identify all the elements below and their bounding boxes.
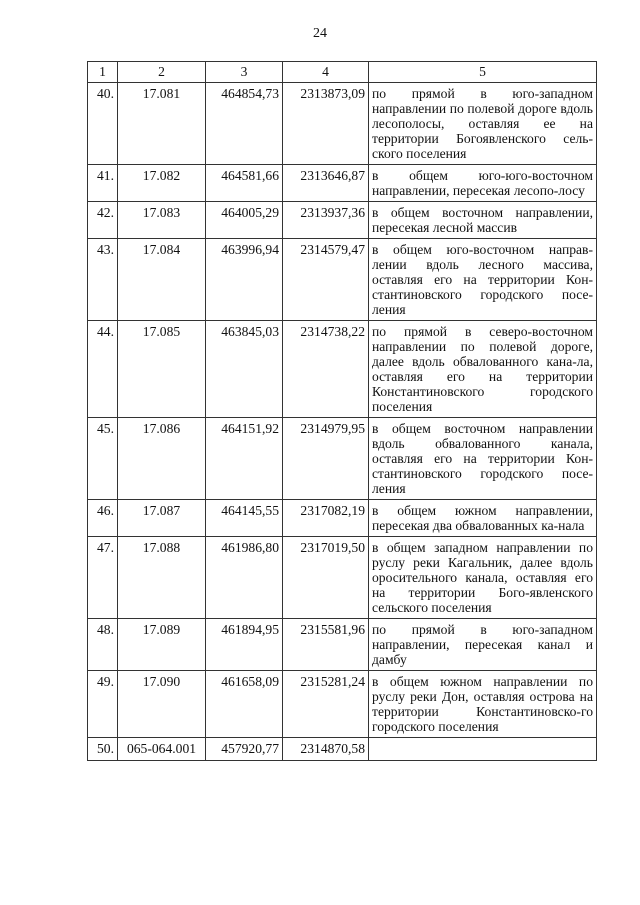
point-number-cell: 47. bbox=[88, 537, 118, 619]
point-code-cell: 17.082 bbox=[118, 165, 206, 202]
header-row bbox=[88, 62, 597, 83]
y-coordinate-cell: 2314579,47 bbox=[283, 239, 369, 321]
table-row bbox=[88, 500, 597, 537]
y-coordinate-cell: 2314738,22 bbox=[283, 321, 369, 418]
description-cell: в общем западном направлении по руслу реки Кагальник, далее вдоль оросительного канала, оставляя его на территории Бого-явленского сельского поселения bbox=[369, 537, 597, 619]
point-number-cell: 46. bbox=[88, 500, 118, 537]
header-col-4: 4 bbox=[283, 62, 369, 83]
point-code-cell: 17.085 bbox=[118, 321, 206, 418]
point-code-cell: 17.084 bbox=[118, 239, 206, 321]
x-coordinate-cell: 464854,73 bbox=[206, 83, 283, 165]
table-row bbox=[88, 418, 597, 500]
table-row bbox=[88, 202, 597, 239]
description-cell bbox=[369, 738, 597, 761]
description-cell: по прямой в юго-западном направлении, пересекая канал и дамбу bbox=[369, 619, 597, 671]
x-coordinate-cell: 464145,55 bbox=[206, 500, 283, 537]
description-cell: по прямой в юго-западном направлении по полевой дороге вдоль лесополосы, оставляя ее на территории Богоявленского сель-ского поселения bbox=[369, 83, 597, 165]
description-cell: по прямой в северо-восточном направлении по полевой дороге, далее вдоль обвалованного кана-ла, оставляя его на территории Константиновского городского поселения bbox=[369, 321, 597, 418]
x-coordinate-cell: 461894,95 bbox=[206, 619, 283, 671]
point-number-cell: 48. bbox=[88, 619, 118, 671]
x-coordinate-cell: 464005,29 bbox=[206, 202, 283, 239]
point-code-cell: 17.088 bbox=[118, 537, 206, 619]
boundary-coordinates-table bbox=[87, 61, 597, 761]
header-col-5: 5 bbox=[369, 62, 597, 83]
x-coordinate-cell: 463845,03 bbox=[206, 321, 283, 418]
point-number-cell: 44. bbox=[88, 321, 118, 418]
point-code-cell: 17.089 bbox=[118, 619, 206, 671]
description-cell: в общем юго-восточном направ-лении вдоль лесного массива, оставляя его на территории Кон-стантиновского городского посе-ления bbox=[369, 239, 597, 321]
table-row bbox=[88, 537, 597, 619]
x-coordinate-cell: 461986,80 bbox=[206, 537, 283, 619]
table-body bbox=[88, 83, 597, 761]
table-row bbox=[88, 619, 597, 671]
point-number-cell: 50. bbox=[88, 738, 118, 761]
header-col-3: 3 bbox=[206, 62, 283, 83]
point-number-cell: 40. bbox=[88, 83, 118, 165]
x-coordinate-cell: 464151,92 bbox=[206, 418, 283, 500]
point-number-cell: 42. bbox=[88, 202, 118, 239]
y-coordinate-cell: 2314870,58 bbox=[283, 738, 369, 761]
description-cell: в общем восточном направлении вдоль обвалованного канала, оставляя его на территории Кон-стантиновского городского посе-ления bbox=[369, 418, 597, 500]
table-header bbox=[88, 62, 597, 83]
x-coordinate-cell: 461658,09 bbox=[206, 671, 283, 738]
y-coordinate-cell: 2315281,24 bbox=[283, 671, 369, 738]
table-row bbox=[88, 738, 597, 761]
y-coordinate-cell: 2317019,50 bbox=[283, 537, 369, 619]
point-code-cell: 17.086 bbox=[118, 418, 206, 500]
point-code-cell: 065-064.001 bbox=[118, 738, 206, 761]
header-col-1: 1 bbox=[88, 62, 118, 83]
description-cell: в общем юго-юго-восточном направлении, пересекая лесопо-лосу bbox=[369, 165, 597, 202]
y-coordinate-cell: 2313937,36 bbox=[283, 202, 369, 239]
y-coordinate-cell: 2314979,95 bbox=[283, 418, 369, 500]
table-row bbox=[88, 321, 597, 418]
y-coordinate-cell: 2313873,09 bbox=[283, 83, 369, 165]
description-cell: в общем восточном направлении, пересекая лесной массив bbox=[369, 202, 597, 239]
point-code-cell: 17.087 bbox=[118, 500, 206, 537]
point-number-cell: 41. bbox=[88, 165, 118, 202]
point-number-cell: 45. bbox=[88, 418, 118, 500]
x-coordinate-cell: 457920,77 bbox=[206, 738, 283, 761]
point-code-cell: 17.090 bbox=[118, 671, 206, 738]
point-code-cell: 17.083 bbox=[118, 202, 206, 239]
y-coordinate-cell: 2317082,19 bbox=[283, 500, 369, 537]
point-code-cell: 17.081 bbox=[118, 83, 206, 165]
y-coordinate-cell: 2313646,87 bbox=[283, 165, 369, 202]
table-row bbox=[88, 239, 597, 321]
x-coordinate-cell: 463996,94 bbox=[206, 239, 283, 321]
table-row bbox=[88, 83, 597, 165]
y-coordinate-cell: 2315581,96 bbox=[283, 619, 369, 671]
page-number: 24 bbox=[313, 26, 327, 41]
point-number-cell: 49. bbox=[88, 671, 118, 738]
header-col-2: 2 bbox=[118, 62, 206, 83]
x-coordinate-cell: 464581,66 bbox=[206, 165, 283, 202]
point-number-cell: 43. bbox=[88, 239, 118, 321]
description-cell: в общем южном направлении, пересекая два обвалованных ка-нала bbox=[369, 500, 597, 537]
table-row bbox=[88, 165, 597, 202]
description-cell: в общем южном направлении по руслу реки Дон, оставляя острова на территории Константиновско-го городского поселения bbox=[369, 671, 597, 738]
table-row bbox=[88, 671, 597, 738]
